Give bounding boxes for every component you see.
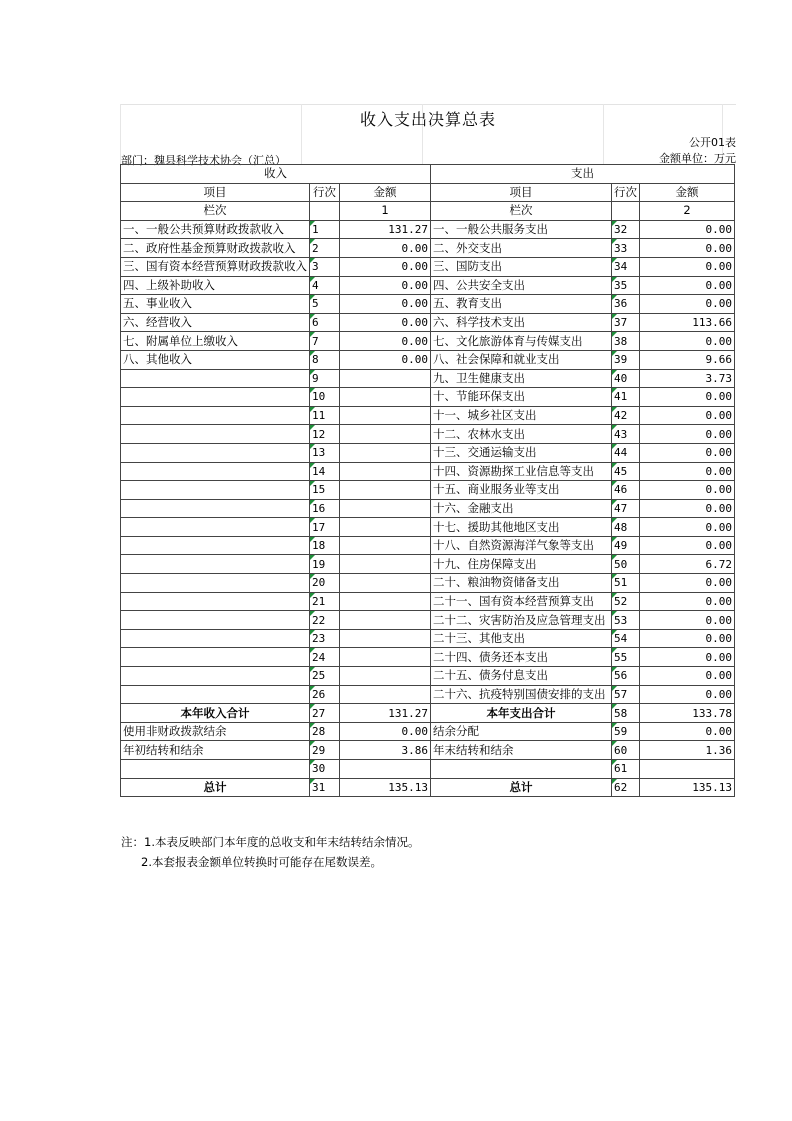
- expense-item-name: 七、文化旅游体育与传媒支出: [431, 332, 612, 351]
- expense-amount: 0.00: [640, 239, 735, 258]
- table-row: [121, 481, 735, 500]
- income-amount: 0.00: [340, 239, 431, 258]
- expense-row-number: 37: [612, 313, 640, 332]
- table-row: [121, 778, 735, 797]
- expense-amount: 0.00: [640, 220, 735, 239]
- income-item-header: 项目: [121, 183, 310, 202]
- income-item-name: [121, 667, 310, 686]
- section-header-row: [121, 165, 735, 184]
- expense-item-name: 二十二、灾害防治及应急管理支出: [431, 611, 612, 630]
- expense-column-label: 栏次: [431, 202, 612, 221]
- table-row: [121, 443, 735, 462]
- expense-row-number: 42: [612, 406, 640, 425]
- form-code: 公开01表: [689, 136, 736, 149]
- expense-item-name: 十二、农林水支出: [431, 425, 612, 444]
- expense-amount: [640, 760, 735, 779]
- expense-row-number: 48: [612, 518, 640, 537]
- income-amount: [340, 462, 431, 481]
- expense-item-name: 二十三、其他支出: [431, 629, 612, 648]
- table-row: [121, 722, 735, 741]
- expense-amount: 0.00: [640, 629, 735, 648]
- expense-amount: 135.13: [640, 778, 735, 797]
- income-item-name: 六、经营收入: [121, 313, 310, 332]
- expense-amount: 0.00: [640, 722, 735, 741]
- table-row: [121, 685, 735, 704]
- expense-row-number: 56: [612, 667, 640, 686]
- expense-row-number: 60: [612, 741, 640, 760]
- expense-amount: 0.00: [640, 499, 735, 518]
- income-row-number: 28: [310, 722, 340, 741]
- income-row-number: 31: [310, 778, 340, 797]
- expense-row-number: 51: [612, 574, 640, 593]
- expense-item-name: 总计: [431, 778, 612, 797]
- page-title: 收入支出决算总表: [359, 110, 496, 129]
- table-row: [121, 276, 735, 295]
- expense-item-name: 三、国防支出: [431, 257, 612, 276]
- income-amount: [340, 592, 431, 611]
- income-amount: 0.00: [340, 313, 431, 332]
- income-amount: 131.27: [340, 704, 431, 723]
- income-item-name: 总计: [121, 778, 310, 797]
- income-item-name: [121, 406, 310, 425]
- income-rowno-header: 行次: [310, 183, 340, 202]
- income-amount: 0.00: [340, 722, 431, 741]
- table-row: [121, 499, 735, 518]
- income-amount: [340, 667, 431, 686]
- income-row-number: 18: [310, 536, 340, 555]
- income-item-name: [121, 481, 310, 500]
- income-row-number: 6: [310, 313, 340, 332]
- table-row: [121, 239, 735, 258]
- expense-item-name: 年末结转和结余: [431, 741, 612, 760]
- income-row-number: 29: [310, 741, 340, 760]
- expense-amount: 0.00: [640, 611, 735, 630]
- table-row: [121, 295, 735, 314]
- income-row-number: 4: [310, 276, 340, 295]
- expense-amount: 0.00: [640, 425, 735, 444]
- expense-item-name: 一、一般公共服务支出: [431, 220, 612, 239]
- expense-item-name: 二十一、国有资本经营预算支出: [431, 592, 612, 611]
- income-item-name: [121, 369, 310, 388]
- income-amount: [340, 555, 431, 574]
- expense-row-number: 40: [612, 369, 640, 388]
- expense-item-name: 二、外交支出: [431, 239, 612, 258]
- expense-section-header: 支出: [431, 165, 735, 184]
- income-row-number: 1: [310, 220, 340, 239]
- table-row: [121, 704, 735, 723]
- income-item-name: [121, 518, 310, 537]
- empty-cell: [310, 202, 340, 221]
- expense-item-name: [431, 760, 612, 779]
- income-amount: [340, 611, 431, 630]
- expense-item-name: 六、科学技术支出: [431, 313, 612, 332]
- expense-amount: 0.00: [640, 592, 735, 611]
- expense-row-number: 57: [612, 685, 640, 704]
- income-item-name: [121, 611, 310, 630]
- expense-row-number: 34: [612, 257, 640, 276]
- table-row: [121, 350, 735, 369]
- income-amount: [340, 574, 431, 593]
- income-item-name: [121, 760, 310, 779]
- income-row-number: 27: [310, 704, 340, 723]
- income-row-number: 21: [310, 592, 340, 611]
- table-row: [121, 220, 735, 239]
- income-amount: 0.00: [340, 332, 431, 351]
- income-row-number: 5: [310, 295, 340, 314]
- expense-item-name: 二十五、债务付息支出: [431, 667, 612, 686]
- expense-row-number: 50: [612, 555, 640, 574]
- table-row: [121, 406, 735, 425]
- expense-item-name: 二十、粮油物资储备支出: [431, 574, 612, 593]
- expense-row-number: 52: [612, 592, 640, 611]
- table-row: [121, 369, 735, 388]
- income-item-name: 五、事业收入: [121, 295, 310, 314]
- notes: [121, 832, 419, 872]
- table-row: [121, 611, 735, 630]
- income-row-number: 26: [310, 685, 340, 704]
- expense-row-number: 54: [612, 629, 640, 648]
- table-row: [121, 574, 735, 593]
- income-row-number: 3: [310, 257, 340, 276]
- expense-amount: 0.00: [640, 388, 735, 407]
- table-row: [121, 592, 735, 611]
- income-item-name: [121, 443, 310, 462]
- expense-row-number: 62: [612, 778, 640, 797]
- expense-item-name: 十九、住房保障支出: [431, 555, 612, 574]
- table-row: [121, 629, 735, 648]
- expense-amount: 0.00: [640, 406, 735, 425]
- expense-amount: 0.00: [640, 685, 735, 704]
- expense-row-number: 61: [612, 760, 640, 779]
- expense-row-number: 46: [612, 481, 640, 500]
- income-amount: [340, 685, 431, 704]
- income-row-number: 8: [310, 350, 340, 369]
- income-item-name: [121, 629, 310, 648]
- expense-item-name: 十六、金融支出: [431, 499, 612, 518]
- table-row: [121, 741, 735, 760]
- income-row-number: 11: [310, 406, 340, 425]
- expense-row-number: 33: [612, 239, 640, 258]
- expense-amount: 0.00: [640, 462, 735, 481]
- expense-amount: 0.00: [640, 667, 735, 686]
- income-row-number: 15: [310, 481, 340, 500]
- expense-amount: 6.72: [640, 555, 735, 574]
- expense-row-number: 32: [612, 220, 640, 239]
- expense-item-name: 二十四、债务还本支出: [431, 648, 612, 667]
- table-row: [121, 313, 735, 332]
- expense-row-number: 53: [612, 611, 640, 630]
- expense-row-number: 43: [612, 425, 640, 444]
- expense-item-name: 九、卫生健康支出: [431, 369, 612, 388]
- expense-item-header: 项目: [431, 183, 612, 202]
- income-row-number: 9: [310, 369, 340, 388]
- table-row: [121, 667, 735, 686]
- expense-amount: 0.00: [640, 574, 735, 593]
- expense-item-name: 十一、城乡社区支出: [431, 406, 612, 425]
- table-row: [121, 388, 735, 407]
- table-row: [121, 518, 735, 537]
- income-item-name: [121, 462, 310, 481]
- income-row-number: 13: [310, 443, 340, 462]
- income-row-number: 16: [310, 499, 340, 518]
- income-section-header: 收入: [121, 165, 431, 184]
- column-label-row: [121, 202, 735, 221]
- income-column-label: 栏次: [121, 202, 310, 221]
- income-column-number: 1: [340, 202, 431, 221]
- income-amount-header: 金额: [340, 183, 431, 202]
- expense-item-name: 本年支出合计: [431, 704, 612, 723]
- budget-table: [120, 164, 735, 797]
- expense-amount: 0.00: [640, 295, 735, 314]
- income-amount: [340, 499, 431, 518]
- income-item-name: 三、国有资本经营预算财政拨款收入: [121, 257, 310, 276]
- income-row-number: 12: [310, 425, 340, 444]
- expense-amount: 0.00: [640, 257, 735, 276]
- income-row-number: 23: [310, 629, 340, 648]
- income-item-name: [121, 574, 310, 593]
- expense-item-name: 十七、援助其他地区支出: [431, 518, 612, 537]
- income-item-name: [121, 555, 310, 574]
- expense-row-number: 45: [612, 462, 640, 481]
- expense-amount: 0.00: [640, 518, 735, 537]
- table-row: [121, 332, 735, 351]
- expense-amount: 0.00: [640, 332, 735, 351]
- income-amount: 0.00: [340, 295, 431, 314]
- expense-amount: 0.00: [640, 443, 735, 462]
- table-row: [121, 462, 735, 481]
- sheet-top-gridline: [120, 104, 736, 105]
- income-item-name: [121, 388, 310, 407]
- expense-item-name: 结余分配: [431, 722, 612, 741]
- income-amount: [340, 760, 431, 779]
- expense-row-number: 35: [612, 276, 640, 295]
- income-item-name: [121, 685, 310, 704]
- expense-amount: 113.66: [640, 313, 735, 332]
- income-item-name: [121, 536, 310, 555]
- expense-amount: 9.66: [640, 350, 735, 369]
- table-row: [121, 648, 735, 667]
- table-row: [121, 760, 735, 779]
- expense-item-name: 二十六、抗疫特别国债安排的支出: [431, 685, 612, 704]
- income-row-number: 10: [310, 388, 340, 407]
- note-1: 注：1.本表反映部门本年度的总收支和年末结转结余情况。: [121, 835, 420, 849]
- income-row-number: 30: [310, 760, 340, 779]
- income-amount: [340, 536, 431, 555]
- expense-row-number: 38: [612, 332, 640, 351]
- expense-item-name: 八、社会保障和就业支出: [431, 350, 612, 369]
- expense-amount-header: 金额: [640, 183, 735, 202]
- income-amount: [340, 629, 431, 648]
- expense-amount: 0.00: [640, 536, 735, 555]
- expense-row-number: 36: [612, 295, 640, 314]
- income-amount: 0.00: [340, 350, 431, 369]
- expense-amount: 0.00: [640, 276, 735, 295]
- expense-amount: 1.36: [640, 741, 735, 760]
- income-amount: [340, 406, 431, 425]
- income-row-number: 22: [310, 611, 340, 630]
- expense-item-name: 十五、商业服务业等支出: [431, 481, 612, 500]
- column-header-row: [121, 183, 735, 202]
- income-amount: [340, 518, 431, 537]
- income-item-name: 年初结转和结余: [121, 741, 310, 760]
- note-2: 2.本套报表金额单位转换时可能存在尾数误差。: [141, 855, 382, 869]
- income-row-number: 14: [310, 462, 340, 481]
- expense-rowno-header: 行次: [612, 183, 640, 202]
- income-item-name: [121, 648, 310, 667]
- department-label: 部门：魏县科学技术协会（汇总）: [121, 154, 286, 167]
- income-row-number: 19: [310, 555, 340, 574]
- income-item-name: [121, 592, 310, 611]
- expense-row-number: 55: [612, 648, 640, 667]
- table-row: [121, 536, 735, 555]
- expense-row-number: 41: [612, 388, 640, 407]
- income-amount: 0.00: [340, 276, 431, 295]
- table-row: [121, 425, 735, 444]
- income-item-name: 一、一般公共预算财政拨款收入: [121, 220, 310, 239]
- expense-row-number: 44: [612, 443, 640, 462]
- table-row: [121, 555, 735, 574]
- income-row-number: 24: [310, 648, 340, 667]
- expense-row-number: 47: [612, 499, 640, 518]
- expense-item-name: 四、公共安全支出: [431, 276, 612, 295]
- expense-item-name: 十三、交通运输支出: [431, 443, 612, 462]
- expense-amount: 0.00: [640, 648, 735, 667]
- unit-label: 金额单位：万元: [659, 152, 736, 165]
- income-row-number: 17: [310, 518, 340, 537]
- income-item-name: 四、上级补助收入: [121, 276, 310, 295]
- income-row-number: 7: [310, 332, 340, 351]
- income-amount: [340, 369, 431, 388]
- expense-amount: 3.73: [640, 369, 735, 388]
- income-item-name: 本年收入合计: [121, 704, 310, 723]
- table-row: [121, 257, 735, 276]
- income-row-number: 20: [310, 574, 340, 593]
- income-amount: 0.00: [340, 257, 431, 276]
- income-amount: 135.13: [340, 778, 431, 797]
- expense-row-number: 59: [612, 722, 640, 741]
- income-item-name: 七、附属单位上缴收入: [121, 332, 310, 351]
- income-amount: 3.86: [340, 741, 431, 760]
- expense-column-number: 2: [640, 202, 735, 221]
- income-item-name: 二、政府性基金预算财政拨款收入: [121, 239, 310, 258]
- income-row-number: 25: [310, 667, 340, 686]
- expense-row-number: 58: [612, 704, 640, 723]
- expense-item-name: 十四、资源勘探工业信息等支出: [431, 462, 612, 481]
- expense-item-name: 十八、自然资源海洋气象等支出: [431, 536, 612, 555]
- expense-amount: 133.78: [640, 704, 735, 723]
- income-amount: [340, 425, 431, 444]
- income-item-name: 八、其他收入: [121, 350, 310, 369]
- income-amount: [340, 443, 431, 462]
- expense-row-number: 49: [612, 536, 640, 555]
- expense-amount: 0.00: [640, 481, 735, 500]
- income-row-number: 2: [310, 239, 340, 258]
- income-item-name: [121, 425, 310, 444]
- income-amount: [340, 648, 431, 667]
- income-amount: [340, 481, 431, 500]
- empty-cell: [612, 202, 640, 221]
- expense-item-name: 十、节能环保支出: [431, 388, 612, 407]
- income-item-name: 使用非财政拨款结余: [121, 722, 310, 741]
- expense-row-number: 39: [612, 350, 640, 369]
- income-amount: [340, 388, 431, 407]
- income-amount: 131.27: [340, 220, 431, 239]
- expense-item-name: 五、教育支出: [431, 295, 612, 314]
- income-item-name: [121, 499, 310, 518]
